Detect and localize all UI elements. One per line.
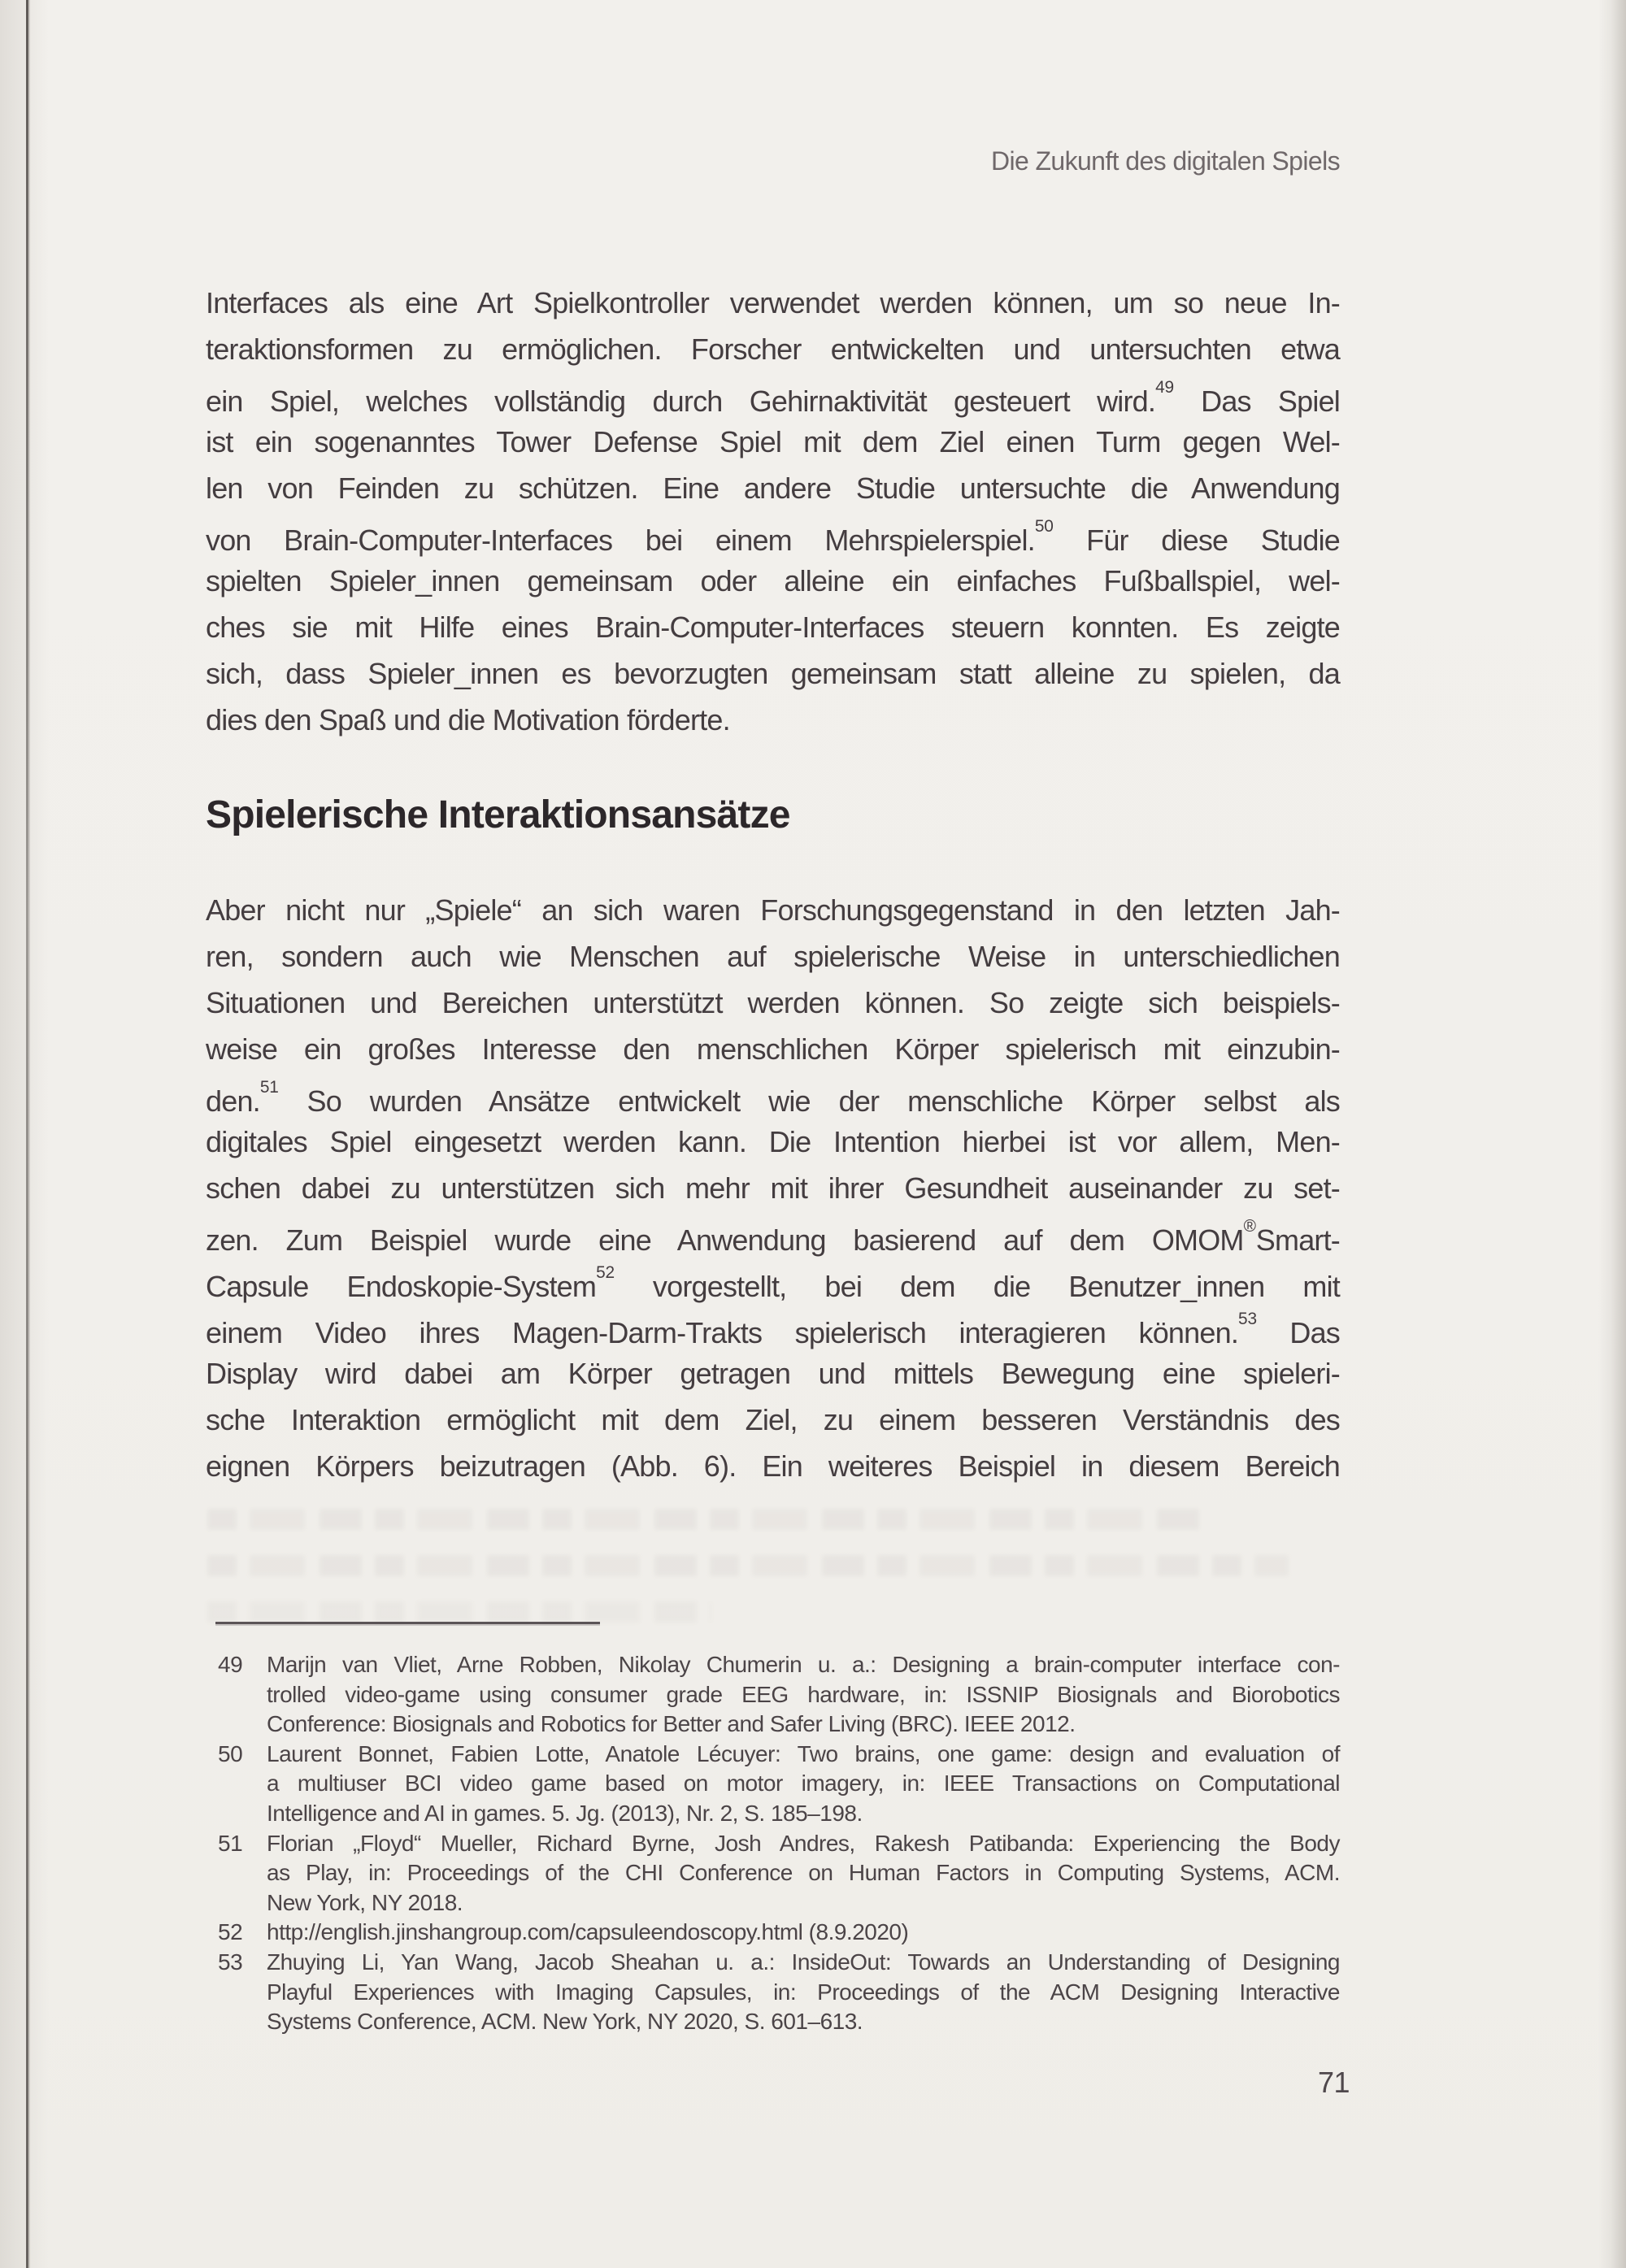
text-line: Playful Experiences with Imaging Capsules, in: Proceedings of the ACM Designing Interactive xyxy=(267,1979,1340,2005)
text-line: ist ein sogenanntes Tower Defense Spiel mit dem Ziel einen Turm gegen Wel- xyxy=(206,425,1340,458)
footnote-row xyxy=(218,1740,1340,1829)
superscript-footnote-ref: 50 xyxy=(1034,516,1054,536)
text-line: Aber nicht nur „Spiele“ an sich waren Forschungsgegenstand in den letzten Jah- xyxy=(206,893,1340,927)
text-line: den.$^{51}$ So wurden Ansätze entwickelt wie der menschliche Körper selbst als xyxy=(206,1077,1340,1118)
text-line: einem Video ihres Magen-Darm-Trakts spielerisch interagieren können.$^{53}$ Das xyxy=(206,1309,1340,1349)
text-line: Marijn van Vliet, Arne Robben, Nikolay Chumerin u. a.: Designing a brain-computer interface con- xyxy=(267,1652,1340,1677)
text-line: Zhuying Li, Yan Wang, Jacob Sheahan u. a.: InsideOut: Towards an Understanding of Designing xyxy=(267,1949,1340,1975)
page-right-edge-shading xyxy=(1598,0,1626,2268)
text-line: ches sie mit Hilfe eines Brain-Computer-Interfaces steuern konnten. Es zeigte xyxy=(206,610,1340,644)
footnote-row xyxy=(218,1829,1340,1918)
section-heading: Spielerische Interaktionsansätze xyxy=(206,793,790,836)
footnote-number: 50 xyxy=(218,1740,243,1766)
text-line: dies den Spaß und die Motivation förderte. xyxy=(206,703,730,736)
page-number: 71 xyxy=(1317,2066,1350,2099)
text-line: Display wird dabei am Körper getragen und mittels Bewegung eine spieleri- xyxy=(206,1357,1340,1390)
footnote-number: 52 xyxy=(218,1919,243,1945)
body-paragraph-2 xyxy=(206,887,1340,1489)
footnote-number: 51 xyxy=(218,1830,243,1856)
text-line: Interfaces als eine Art Spielkontroller verwendet werden können, um so neue In- xyxy=(206,286,1340,319)
bleedthrough-text xyxy=(207,1601,711,1623)
text-line: sich, dass Spieler_innen es bevorzugten gemeinsam statt alleine zu spielen, da xyxy=(206,657,1340,690)
superscript-footnote-ref: 53 xyxy=(1238,1309,1257,1328)
text-line: Systems Conference, ACM. New York, NY 2020, S. 601–613. xyxy=(267,2009,863,2035)
text-line: weise ein großes Interesse den menschlichen Körper spielerisch mit einzubin- xyxy=(206,1032,1340,1066)
text-line: New York, NY 2018. xyxy=(267,1889,463,1915)
text-line: a multiuser BCI video game based on motor imagery, in: IEEE Transactions on Computational xyxy=(267,1771,1340,1797)
footnotes-section xyxy=(218,1650,1340,2037)
bleedthrough-text xyxy=(207,1509,1207,1530)
footnote-row xyxy=(218,1918,1340,1948)
text-line: trolled video-game using consumer grade EEG hardware, in: ISSNIP Biosignals and Biorobotics xyxy=(267,1681,1340,1707)
text-line: len von Feinden zu schützen. Eine andere Studie untersuchte die Anwendung xyxy=(206,471,1340,505)
text-line: schen dabei zu unterstützen sich mehr mit ihrer Gesundheit auseinander zu set- xyxy=(206,1171,1340,1205)
superscript-footnote-ref: 51 xyxy=(259,1077,279,1097)
text-line: Intelligence and AI in games. 5. Jg. (2013), Nr. 2, S. 185–198. xyxy=(267,1800,863,1826)
footnote-text xyxy=(267,1948,1340,2037)
text-line: Capsule Endoskopie-System$^{52}$ vorgestellt, bei dem die Benutzer_innen mit xyxy=(206,1262,1340,1303)
footnote-separator-rule xyxy=(215,1622,600,1624)
text-line: Florian „Floyd“ Mueller, Richard Byrne, Josh Andres, Rakesh Patibanda: Experiencing the Body xyxy=(267,1830,1340,1856)
footnote-row xyxy=(218,1948,1340,2037)
footnote-number: 53 xyxy=(218,1949,243,1975)
text-line: http://english.jinshangroup.com/capsuleendoscopy.html (8.9.2020) xyxy=(267,1919,909,1945)
text-line: digitales Spiel eingesetzt werden kann. Die Intention hierbei ist vor allem, Men- xyxy=(206,1125,1340,1158)
footnote-text xyxy=(267,1650,1340,1740)
running-header: Die Zukunft des digitalen Spiels xyxy=(990,146,1340,176)
text-line: von Brain-Computer-Interfaces bei einem Mehrspielerspiel.$^{50}$ Für diese Studie xyxy=(206,516,1340,557)
superscript-footnote-ref: 49 xyxy=(1155,377,1174,397)
superscript-footnote-ref: ® xyxy=(1243,1216,1256,1236)
footnote-text xyxy=(267,1740,1340,1829)
text-line: sche Interaktion ermöglicht mit dem Ziel, zu einem besseren Verständnis des xyxy=(206,1403,1340,1436)
text-line: Situationen und Bereichen unterstützt werden können. So zeigte sich beispiels- xyxy=(206,986,1340,1019)
text-line: spielten Spieler_innen gemeinsam oder alleine ein einfaches Fußballspiel, wel- xyxy=(206,564,1340,597)
superscript-footnote-ref: 52 xyxy=(596,1262,615,1282)
text-line: as Play, in: Proceedings of the CHI Conference on Human Factors in Computing Systems, ACM. xyxy=(267,1860,1340,1886)
text-line: ren, sondern auch wie Menschen auf spielerische Weise in unterschiedlichen xyxy=(206,940,1340,973)
footnote-text xyxy=(267,1918,1340,1948)
text-line: zen. Zum Beispiel wurde eine Anwendung basierend auf dem OMOM®Smart- xyxy=(206,1216,1340,1257)
text-line: Conference: Biosignals and Robotics for Better and Safer Living (BRC). IEEE 2012. xyxy=(267,1711,1076,1737)
footnote-number: 49 xyxy=(218,1652,243,1677)
bleedthrough-text xyxy=(207,1555,1289,1576)
footnote-text xyxy=(267,1829,1340,1918)
text-line: Laurent Bonnet, Fabien Lotte, Anatole Lécuyer: Two brains, one game: design and evaluation of xyxy=(267,1740,1340,1766)
text-line: ein Spiel, welches vollständig durch Gehirnaktivität gesteuert wird.$^{49}$ Das Spiel xyxy=(206,377,1340,418)
text-line: teraktionsformen zu ermöglichen. Forscher entwickelten und untersuchten etwa xyxy=(206,332,1340,366)
scan-binding-line-highlight xyxy=(28,0,30,2268)
text-line: eignen Körpers beizutragen (Abb. 6). Ein weiteres Beispiel in diesem Bereich xyxy=(206,1449,1340,1483)
body-paragraph-1 xyxy=(206,280,1340,743)
page-left-shading xyxy=(0,0,49,2268)
footnote-row xyxy=(218,1650,1340,1740)
